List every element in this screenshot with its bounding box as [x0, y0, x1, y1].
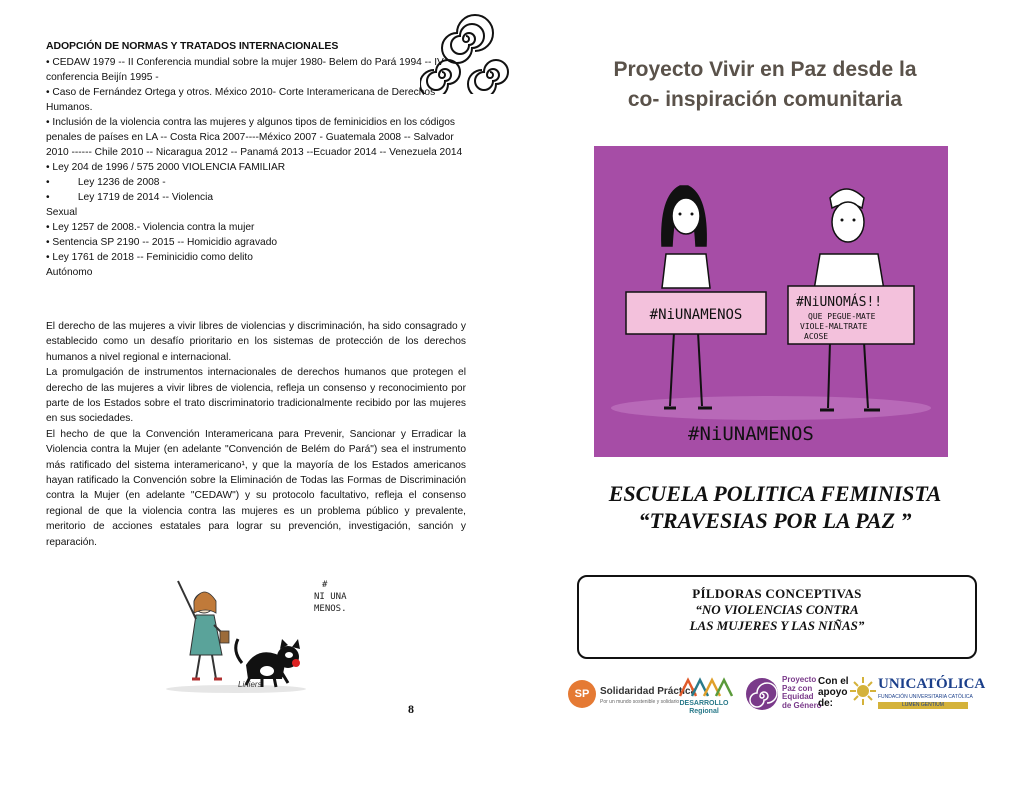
cartoon-signature: Liniers — [238, 680, 262, 689]
legal-list — [46, 55, 466, 280]
people-icon — [674, 672, 734, 700]
cover-sign-left: #NiUNAMENOS — [649, 307, 743, 323]
solidaridad-practica-logo — [568, 672, 697, 720]
spiral-flower-icon — [744, 676, 780, 712]
sp-logo-mark: SP — [568, 680, 596, 708]
legal-item: • Ley 1236 de 2008 - — [46, 177, 166, 188]
pill-box — [577, 575, 977, 659]
legal-item: • Ley 1719 de 2014 -- Violencia — [46, 192, 214, 203]
pp-logo-name: Proyecto Paz con Equidad de Género — [782, 675, 822, 710]
page-number: 8 — [408, 702, 414, 716]
legal-item: Sexual — [46, 207, 78, 218]
uni-logo-band: LUMEN GENTIUM — [878, 702, 968, 709]
cover-sign-right-line: #NiUNOMÁS!! — [796, 295, 883, 310]
legal-item: • Ley 1761 de 2018 -- Feminicidio como delito — [46, 252, 253, 263]
cover-sign-right-line: QUE PEGUE-MATE — [808, 312, 876, 321]
pill-title: PÍLDORAS CONCEPTIVAS — [692, 586, 862, 601]
project-title-line: co- inspiración comunitaria — [627, 88, 903, 111]
sun-icon — [850, 676, 876, 710]
pill-subtitle-line: “NO VIOLENCIAS CONTRA — [695, 602, 859, 617]
uni-logo-sub: FUNDACIÓN UNIVERSITARIA CATÓLICA — [878, 694, 973, 700]
sp-logo-name: Solidaridad Práctica — [600, 686, 697, 697]
cartoon-sign-line: MENOS. — [314, 604, 347, 614]
proyecto-paz-logo — [744, 672, 824, 720]
legal-item: • Ley 204 de 1996 / 575 2000 VIOLENCIA FAMILIAR — [46, 162, 286, 173]
school-title — [560, 480, 990, 534]
cartoon-sign-line: # — [322, 580, 328, 590]
legal-item: Autónomo — [46, 267, 93, 278]
project-title — [560, 55, 970, 115]
girl-cat-cartoon — [146, 573, 356, 695]
school-title-line: “TRAVESIAS POR LA PAZ ” — [638, 508, 912, 533]
uni-logo-name: UNICATÓLICA — [878, 676, 986, 692]
triple-spiral-icon — [420, 14, 512, 94]
protest-illustration — [594, 146, 948, 457]
legal-section-title: ADOPCIÓN DE NORMAS Y TRATADOS INTERNACIONALES — [46, 40, 339, 52]
legal-item: • Ley 1257 de 2008.- Violencia contra la mujer — [46, 222, 255, 233]
cover-sign-right-line: ACOSE — [804, 332, 829, 341]
dr-logo-name: DESARROLLO Regional — [679, 700, 729, 715]
school-title-line: ESCUELA POLITICA FEMINISTA — [608, 481, 942, 506]
sp-logo-tag: Por un mundo sostenible y solidario — [600, 699, 680, 705]
legal-item: • CEDAW 1979 -- II Conferencia mundial sobre la mujer 1980- Belem do Pará 1994 -- IV conferencia Beijín 1995 - — [46, 57, 444, 83]
legal-item: • Sentencia SP 2190 -- 2015 -- Homicidio agravado — [46, 237, 278, 248]
paragraph: La promulgación de instrumentos internacionales de derechos humanos que protegen el derecho de las mujeres a vivir libres de violencia, refleja un consenso y reconocimiento por parte de los Estados sobre el trato discriminatorio tradicionalmente recibido por las mujeres en sus sociedades. — [46, 367, 466, 425]
support-label — [818, 672, 854, 720]
legal-item: • Inclusión de la violencia contra las mujeres y algunos tipos de feminicidios en los códigos penales de países en LA -- Costa Rica 2007----México 2007 - Guatemala 2008 -- Salvador 2010 ------ Chile 2010 -- Nicaragua 2012 -- Panamá 2013 --Ecuador 2014 -- Venezuela 2014 — [46, 117, 463, 158]
legal-item: • Caso de Fernández Ortega y otros. México 2010- Corte Interamericana de Derechos Humanos. — [46, 87, 436, 113]
support-text: Con el apoyo de: — [818, 676, 849, 709]
cover-caption: #NiUNAMENOS — [688, 423, 814, 445]
sponsor-logos — [568, 672, 986, 722]
desarrollo-regional-logo — [674, 672, 738, 720]
unicatolica-logo — [850, 672, 986, 720]
cover-sign-right-line: VIOLE-MALTRATE — [800, 322, 868, 331]
pill-subtitle-line: LAS MUJERES Y LAS NIÑAS” — [689, 618, 865, 633]
body-text — [46, 319, 466, 550]
cartoon-sign-text — [314, 580, 352, 614]
project-title-line: Proyecto Vivir en Paz desde la — [613, 58, 917, 81]
cartoon-sign-line: NI UNA — [314, 592, 347, 602]
paragraph: El derecho de las mujeres a vivir libres de violencias y discriminación, ha sido consagrado y establecido como un desafío prioritario en los sistemas de protección de los derechos humanos a nivel regional e internacional. — [46, 321, 466, 363]
cover-illustration — [594, 146, 948, 457]
paragraph: El hecho de que la Convención Interamericana para Prevenir, Sancionar y Erradicar la Violencia contra la Mujer (en adelante "Convención de Belém do Pará") sea el instrumento más ratificado del sistema interamericano¹, y que la mayoría de los Estados americanos hayan ratificado la Convención sobre la Eliminación de Todas las Formas de Discriminación contra la Mujer (en adelante "CEDAW") y su protocolo facultativo, refleja el consenso regional de que la violencia contra las mujeres es un problema público y prevalente, meritorio de acciones estatales para lograr su prevención, investigación, sanción y reparación. — [46, 428, 466, 548]
